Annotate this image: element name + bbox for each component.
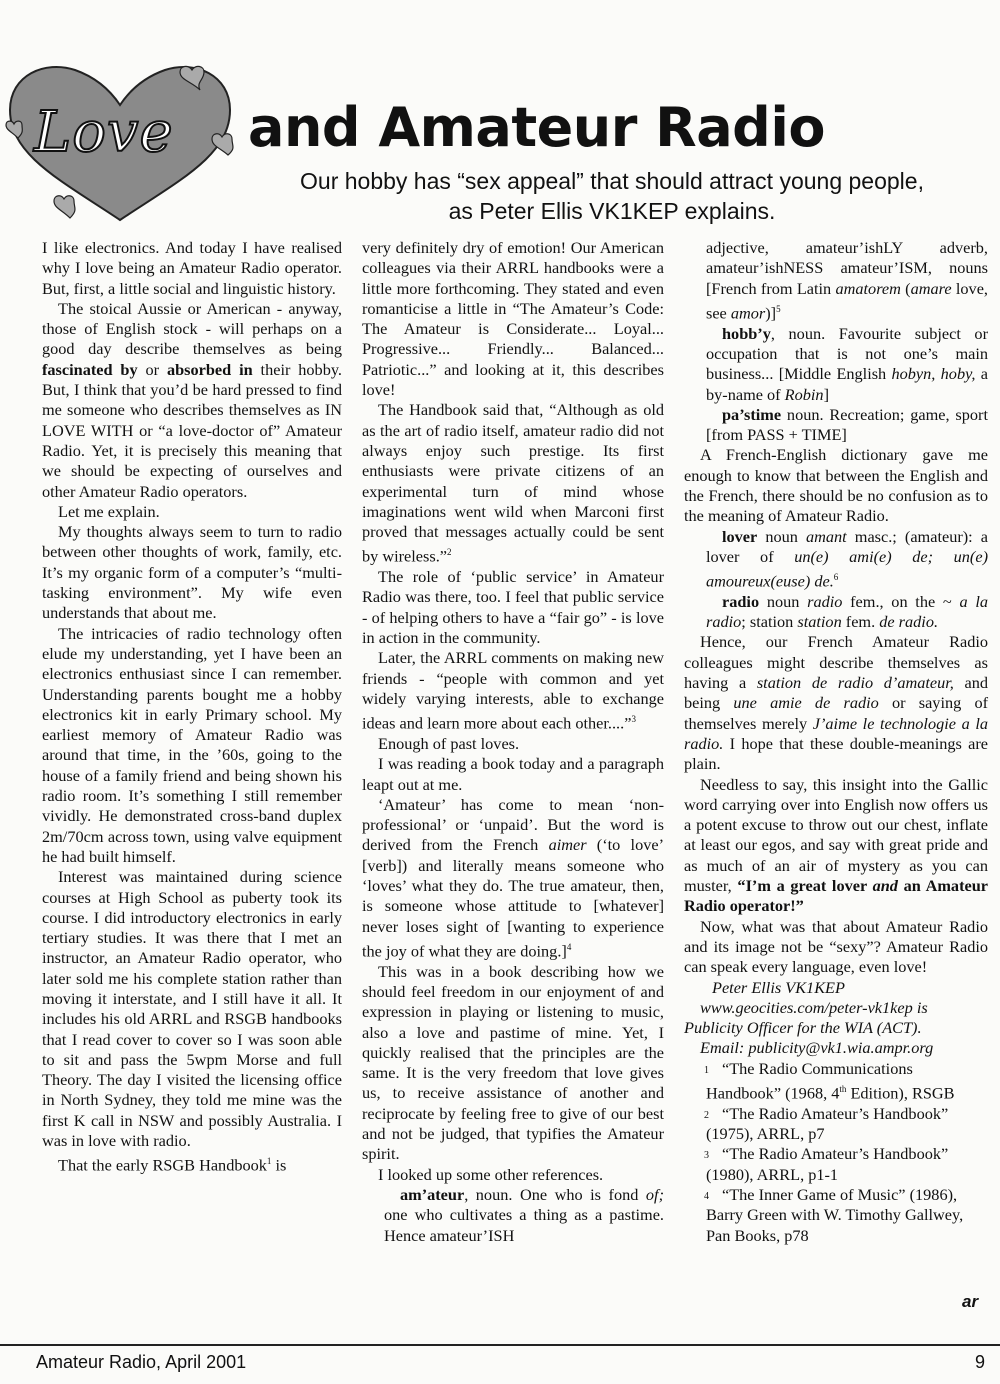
text-span: their hobby. But, I think that you’d be hard pressed to find me someone who describes themselves as IN LOVE WITH or “a love-doctor of” Amateur Radio. Yet, it is precisely this meaning that we should be expecting of ourselves and other Amateur Radio operators. bbox=[42, 359, 342, 501]
definition-hobby bbox=[684, 324, 988, 405]
footnote-ref: 3 bbox=[631, 714, 636, 725]
text-span: , noun. One who is fond bbox=[464, 1184, 646, 1204]
footnote bbox=[684, 1059, 988, 1104]
author-email: Email: publicity@vk1.wia.ampr.org bbox=[700, 1038, 934, 1058]
definition-pastime bbox=[684, 405, 988, 446]
small-heart-right bbox=[212, 134, 233, 155]
definition-amateur bbox=[362, 1185, 664, 1246]
title-love-word: Love bbox=[34, 100, 174, 165]
bold-text: absorbed in bbox=[166, 359, 253, 379]
definition-term: pa’stime bbox=[722, 404, 782, 424]
definition-radio bbox=[684, 592, 988, 633]
paragraph bbox=[42, 1151, 342, 1176]
italic-text: un(e) ami(e) de; un(e) amoureux(euse) de. bbox=[706, 546, 988, 591]
text-span: masc.; (amateur): a lover of bbox=[706, 526, 989, 566]
text-span: I hope that these double-meanings are plain. bbox=[684, 733, 988, 774]
text-span: “The Radio Amateur’s Handbook” (1980), ARRL, p1-1 bbox=[706, 1144, 949, 1184]
small-heart-bottom bbox=[54, 196, 75, 218]
end-mark: ar bbox=[962, 1292, 979, 1311]
paragraph: Now, what was that about Amateur Radio and its image not be “sexy”? Amateur Radio can speak every language, even love! bbox=[684, 916, 988, 977]
italic-text: aimer bbox=[548, 835, 587, 855]
italic-text: de radio. bbox=[879, 612, 939, 632]
footnote-ref: 5 bbox=[776, 303, 781, 314]
text-span: “The Inner Game of Music” (1986), Barry Green with W. Timothy Gallwey, Pan Books, p78 bbox=[706, 1184, 964, 1245]
footnote-number: 2 bbox=[704, 1109, 709, 1121]
subtitle bbox=[232, 166, 992, 226]
text-span: Needless to say, this insight into the Gallic word carrying over into English now offers us a potent excuse to throw out our chest, inflate at least our egos, and say with great pride and as much of an air of mystery as you can muster, bbox=[684, 774, 988, 896]
text-span: and being bbox=[684, 673, 989, 713]
paragraph bbox=[42, 299, 342, 502]
paragraph bbox=[684, 775, 988, 917]
footnote-number: 1 bbox=[704, 1064, 709, 1076]
footer-publication: Amateur Radio, April 2001 bbox=[36, 1352, 247, 1372]
text-span: noun bbox=[759, 591, 808, 611]
italic-text: amatorem bbox=[835, 278, 901, 298]
text-span: Edition), RSGB bbox=[846, 1083, 955, 1103]
footnote bbox=[684, 1185, 988, 1246]
text-span: one who cultivates a thing as a pastime. Hence amateur’ISH bbox=[384, 1205, 664, 1245]
column-2 bbox=[362, 238, 664, 1246]
italic-text: Robin bbox=[784, 384, 824, 404]
bold-text: “I’m a great lover bbox=[737, 876, 873, 896]
paragraph bbox=[362, 648, 664, 734]
text-span: noun. Recreation; game, sport [from PASS + TIME] bbox=[706, 404, 988, 445]
text-span: a by-name of bbox=[706, 364, 989, 404]
text-span: or saying of themselves merely bbox=[684, 693, 989, 733]
author-bio: www.geocities.com/peter-vk1kep is Publicity Officer for the WIA (ACT). bbox=[684, 997, 928, 1038]
text-span: (‘to love’ [verb]) and literally means someone who ‘loves’ what they do. The true amateur, then, is someone whose attitude to [whatever] never loses sight of [wanting to experience the joy of what they are doing.] bbox=[362, 835, 664, 961]
paragraph: I was reading a book today and a paragraph leapt out at me. bbox=[362, 754, 664, 794]
footnotes bbox=[684, 1059, 988, 1246]
page-number: 9 bbox=[975, 1352, 986, 1372]
paragraph bbox=[362, 400, 664, 567]
footnote bbox=[684, 1144, 988, 1185]
bold-text: fascinated by bbox=[42, 359, 138, 379]
bold-text: an Amateur Radio operator!” bbox=[684, 876, 988, 916]
paragraph: This was in a book describing how we should feel freedom in our enjoyment of and expression in playing or listening to music, also a love and pastime of mine. Yet, I quickly realised that the principles are the same. It is the very freedom that love gives us, to receive assistance of another and reciprocate by feeling free to give of our best and not be judged, that typifies the Amateur spirit. bbox=[362, 961, 664, 1164]
italic-text: radio bbox=[807, 591, 843, 611]
footer-rule bbox=[0, 1344, 1000, 1346]
text-span: ‘Amateur’ has come to mean ‘non-professional’ or ‘unpaid’. But the word is derived from the French bbox=[362, 794, 664, 855]
paragraph: Enough of past loves. bbox=[378, 733, 520, 753]
text-span: That the early RSGB Handbook bbox=[58, 1155, 267, 1175]
italic-text: J’aime le technologie a la radio. bbox=[684, 713, 988, 753]
text-span: ] bbox=[823, 384, 829, 404]
footnote-number: 3 bbox=[704, 1150, 709, 1162]
small-heart-left bbox=[6, 121, 22, 138]
footnote-ref: 2 bbox=[447, 547, 452, 558]
bold-italic-text: and bbox=[872, 876, 898, 896]
text-span: ; station bbox=[741, 612, 798, 632]
definition-term: hobb’y bbox=[722, 323, 771, 343]
text-span: )] bbox=[765, 303, 777, 323]
definition-amateur-continued bbox=[684, 238, 988, 324]
footnote-ref: 4 bbox=[566, 941, 572, 952]
text-span: Later, the ARRL comments on making new friends - “people with common and yet widely varying interests, able to exchange ideas and learn more about each other....” bbox=[362, 648, 664, 733]
italic-text: amare bbox=[910, 278, 952, 298]
text-span: fem. bbox=[841, 612, 880, 632]
italic-text: of; bbox=[645, 1184, 664, 1204]
footnote-number: 4 bbox=[704, 1190, 709, 1202]
definition-term: radio bbox=[722, 591, 760, 611]
text-span: “The Radio Communications Handbook” (1968, 4 bbox=[706, 1058, 913, 1103]
column-3 bbox=[684, 238, 988, 1246]
text-span: love, see bbox=[706, 278, 988, 323]
text-span: noun bbox=[757, 526, 806, 546]
text-span: fem., on the ~ bbox=[842, 591, 960, 611]
paragraph: A French-English dictionary gave me enough to know that between the English and the French, there should be no confusion as to the meaning of Amateur Radio. bbox=[684, 445, 988, 526]
italic-text: amor bbox=[730, 303, 766, 323]
italic-text: hobyn, hoby, bbox=[891, 364, 976, 384]
footnote-ref: 6 bbox=[833, 572, 839, 583]
subtitle-line-1: Our hobby has “sex appeal” that should attract young people, bbox=[300, 168, 924, 194]
text-span: The Handbook said that, “Although as old as the art of radio itself, amateur radio did not always enjoy such prestige. Its first enthusiasts were private citizens of an experimental turn of mind whose imaginations went wild when Marconi first proved that messages actually could be sent by wireless.” bbox=[362, 400, 664, 566]
text-span: Hence, our French Amateur Radio colleagues might describe themselves as having a bbox=[684, 632, 988, 693]
italic-text: a la radio bbox=[706, 591, 988, 632]
text-span: , noun. Favourite subject or occupation that is not one’s main business... [Middle English bbox=[706, 323, 988, 384]
footnote bbox=[684, 1104, 988, 1145]
text-span: is bbox=[271, 1155, 287, 1175]
paragraph bbox=[362, 795, 664, 962]
italic-text: station de radio d’amateur, bbox=[756, 673, 954, 693]
paragraph bbox=[684, 632, 988, 774]
paragraph: Interest was maintained during science courses at High School as puberty took its course. I did introductory electronics in early tertiary studies. It was there that I met an instructor, an Amateur Radio operator, who later sold me his complete station rather than moving it interstate, and I still have it all. It includes his old ARRL and RSGB handbooks that I read cover to cover so I was soon able to sit and pass the 5wpm Morse and full Theory. The day I visited the licensing office in North Sydney, they told me mine was the first K call in NSW and possibly Australia. I was in love with radio. bbox=[42, 867, 342, 1151]
subtitle-line-2: as Peter Ellis VK1KEP explains. bbox=[448, 198, 776, 224]
column-1 bbox=[42, 238, 342, 1176]
definition-term: lover bbox=[722, 526, 758, 546]
footnote-ref: 1 bbox=[266, 1156, 272, 1167]
definition-term: am’ateur bbox=[400, 1184, 465, 1204]
italic-text: amant bbox=[806, 526, 847, 546]
italic-text: station bbox=[797, 612, 842, 632]
text-span: The stoical Aussie or American - anyway, those of English stock - will perhaps on a good day describe themselves as being bbox=[42, 298, 342, 359]
text-span: ( bbox=[900, 278, 911, 298]
paragraph: The role of ‘public service’ in Amateur Radio was there, too. I feel that public service - of helping others to have a “fair go” - is love in action in the community. bbox=[362, 567, 664, 648]
italic-text: une amie de radio bbox=[733, 693, 879, 713]
paragraph: very definitely dry of emotion! Our American colleagues via their ARRL handbooks were a little more forthcoming. They stated and even romanticise a little in “The Amateur’s Code: The Amateur is Considerate... Loyal... Progressive... Friendly... Balanced... Patriotic...” and looking at it, this describes love! bbox=[362, 238, 664, 400]
text-span: or bbox=[137, 359, 167, 379]
author-signature: Peter Ellis VK1KEP bbox=[712, 977, 845, 997]
definition-lover bbox=[684, 527, 988, 592]
paragraph: I looked up some other references. bbox=[378, 1164, 604, 1184]
text-span: adjective, amateur’ishLY adverb, amateur’ishNESS amateur’ISM, nouns [French from Latin bbox=[706, 238, 988, 298]
paragraph: I like electronics. And today I have realised why I love being an Amateur Radio operator. But, first, a little social and linguistic history. bbox=[42, 238, 342, 298]
superscript: th bbox=[839, 1084, 847, 1095]
page-title: and Amateur Radio bbox=[248, 96, 825, 159]
paragraph: My thoughts always seem to turn to radio between other thoughts of work, family, etc. It’s my organic form of a computer’s “multi-tasking environment”. My wife even understands that about me. bbox=[42, 522, 342, 623]
paragraph: The intricacies of radio technology often elude my understanding, yet I have been an electronics enthusiast since I can remember. Understanding parents bought me a hobby electronics kit in early Primary school. My earliest memory of Amateur Radio was around that time, in the ’60s, going to the house of a family friend and being shown his radio room. It’s something I still remember vividly. He demonstrated cross-band duplex 2m/70cm across town, using valve equipment he had built himself. bbox=[42, 623, 342, 866]
paragraph: Let me explain. bbox=[58, 501, 160, 521]
text-span: “The Radio Amateur’s Handbook” (1975), ARRL, p7 bbox=[706, 1103, 949, 1144]
